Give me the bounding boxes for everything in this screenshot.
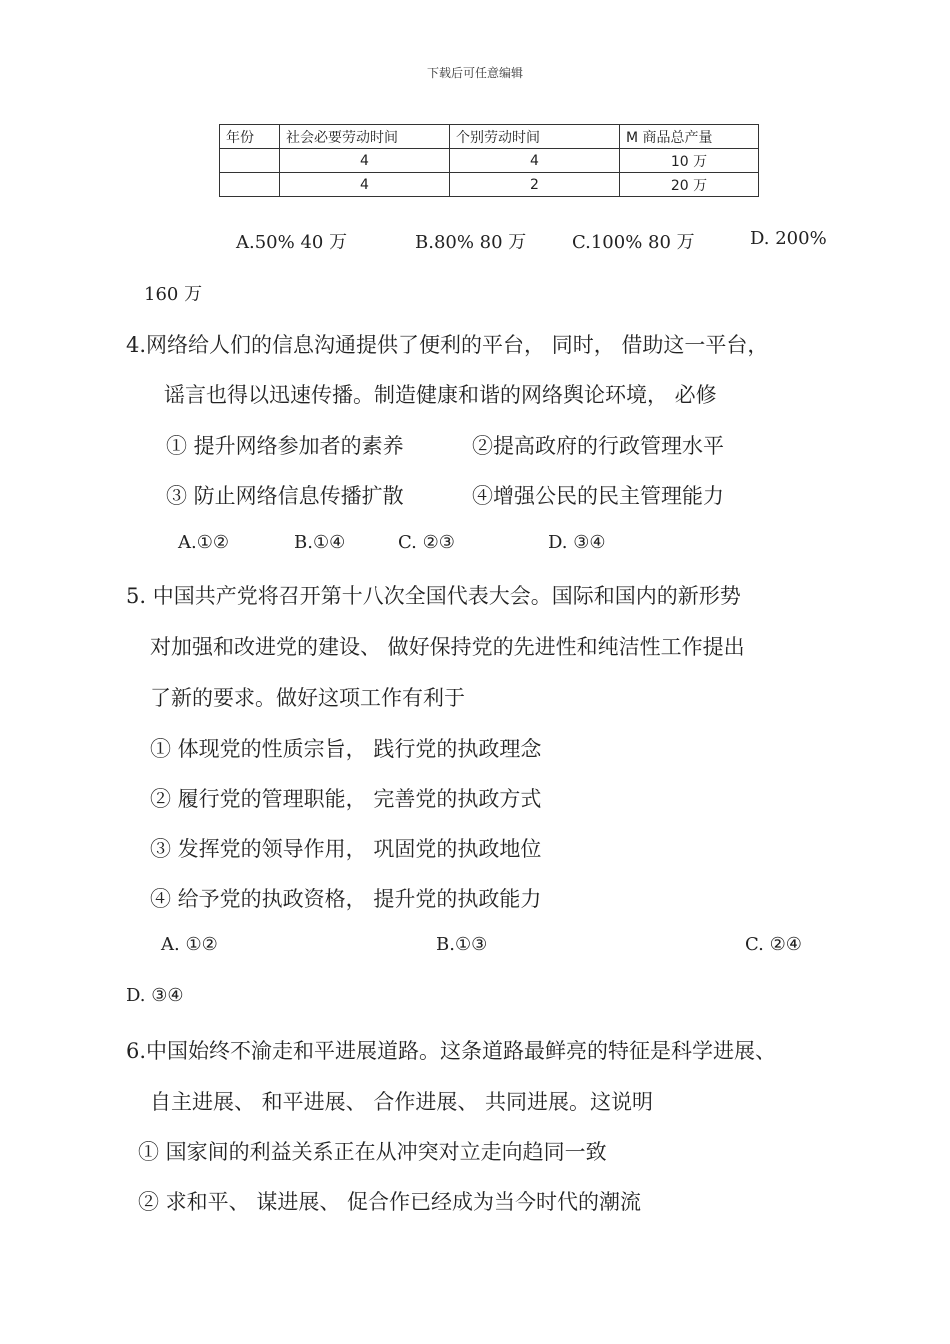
q5-item-2: ② 履行党的管理职能， 完善党的执政方式	[150, 787, 542, 811]
q3-option-d-continuation: 160 万	[144, 284, 203, 305]
q5-item-3: ③ 发挥党的领导作用， 巩固党的执政地位	[150, 837, 542, 861]
table-header-cell: 年份	[220, 125, 280, 149]
q5-stem-line1: 5. 中国共产党将召开第十八次全国代表大会。国际和国内的新形势	[126, 584, 741, 608]
q6-item-1: ① 国家间的利益关系正在从冲突对立走向趋同一致	[138, 1140, 607, 1164]
table-cell: 10 万	[620, 149, 759, 173]
table-cell: 4	[280, 173, 450, 197]
q6-item-2: ② 求和平、 谋进展、 促合作已经成为当今时代的潮流	[138, 1190, 642, 1214]
q6-stem-line2: 自主进展、 和平进展、 合作进展、 共同进展。这说明	[150, 1090, 654, 1114]
q4-stem-line2: 谣言也得以迅速传播。制造健康和谐的网络舆论环境， 必修	[164, 383, 717, 407]
q4-item-2: ②提高政府的行政管理水平	[472, 434, 724, 458]
table-header-cell: M 商品总产量	[620, 125, 759, 149]
table-row	[220, 149, 759, 173]
q5-item-4: ④ 给予党的执政资格， 提升党的执政能力	[150, 887, 542, 911]
q3-option-a: A.50% 40 万	[236, 232, 348, 253]
q3-option-c: C.100% 80 万	[572, 232, 695, 253]
table-row	[220, 173, 759, 197]
q3-option-d: D. 200%	[750, 228, 827, 249]
table-header-cell: 社会必要劳动时间	[280, 125, 450, 149]
q5-stem-line3: 了新的要求。做好这项工作有利于	[150, 686, 465, 710]
table-cell	[220, 173, 280, 197]
q5-option-c: C. ②④	[745, 934, 802, 955]
page-header: 下载后可任意编辑	[426, 66, 523, 80]
table-header-row	[220, 125, 759, 149]
table-header-cell: 个别劳动时间	[450, 125, 620, 149]
q4-option-c: C. ②③	[398, 532, 455, 553]
q4-option-d: D. ③④	[548, 532, 606, 553]
q5-stem-line2: 对加强和改进党的建设、 做好保持党的先进性和纯洁性工作提出	[150, 635, 745, 659]
q5-item-1: ① 体现党的性质宗旨， 践行党的执政理念	[150, 737, 542, 761]
q4-option-b: B.①④	[294, 532, 346, 553]
table-cell: 2	[450, 173, 620, 197]
q5-option-d: D. ③④	[126, 985, 184, 1006]
q4-stem-line1: 4.网络给人们的信息沟通提供了便利的平台， 同时， 借助这一平台，	[126, 333, 769, 357]
q5-option-b: B.①③	[436, 934, 488, 955]
production-table	[219, 124, 759, 197]
q4-item-1: ① 提升网络参加者的素养	[166, 434, 404, 458]
q6-stem-line1: 6.中国始终不渝走和平进展道路。这条道路最鲜亮的特征是科学进展、	[126, 1039, 777, 1063]
q4-item-3: ③ 防止网络信息传播扩散	[166, 484, 404, 508]
table-cell	[220, 149, 280, 173]
q5-option-a: A. ①②	[161, 934, 218, 955]
q4-option-a: A.①②	[178, 532, 229, 553]
q3-option-b: B.80% 80 万	[415, 232, 527, 253]
table-cell: 20 万	[620, 173, 759, 197]
table-cell: 4	[280, 149, 450, 173]
q4-item-4: ④增强公民的民主管理能力	[472, 484, 724, 508]
table-cell: 4	[450, 149, 620, 173]
